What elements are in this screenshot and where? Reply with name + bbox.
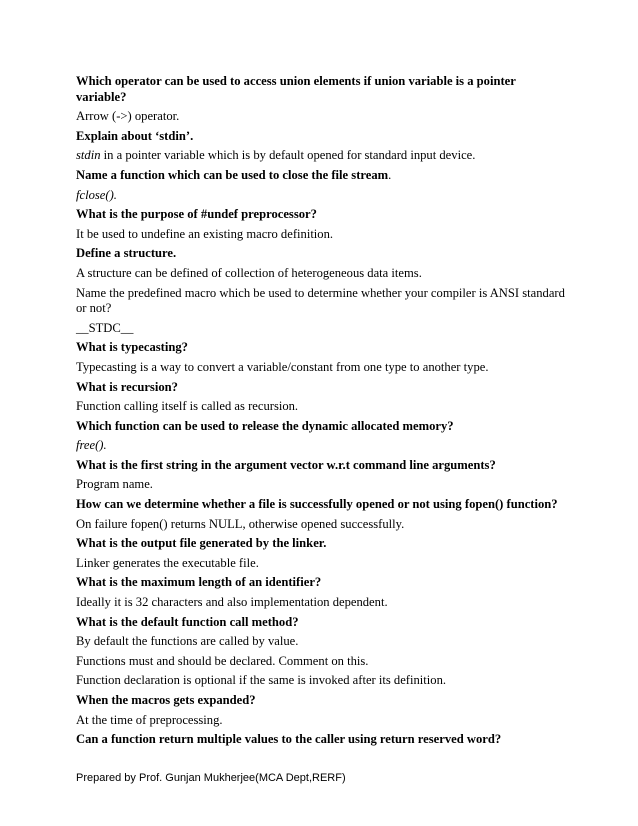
answer: Function declaration is optional if the same is invoked after its definition. [76, 673, 447, 688]
answer [76, 148, 566, 164]
answer: Function calling itself is called as recursion. [76, 399, 299, 414]
answer: It be used to undefine an existing macro definition. [76, 226, 334, 241]
question: Can a function return multiple values to the caller using return reserved word? [76, 732, 502, 747]
page-footer: Prepared by Prof. Gunjan Mukherjee(MCA Dept,RERF) [76, 772, 346, 784]
question: What is typecasting? [76, 340, 188, 355]
question: Functions must and should be declared. Comment on this. [76, 653, 369, 668]
question: Explain about ‘stdin’. [76, 128, 194, 143]
question: What is the default function call method? [76, 614, 299, 629]
answer: fclose(). [76, 187, 117, 202]
question: Name the predefined macro which be used to determine whether your compiler is ANSI standard or not? [76, 285, 565, 316]
question-text: Name a function which can be used to close the file stream [76, 167, 389, 182]
answer: Program name. [76, 477, 153, 492]
answer-rest: in a pointer variable which is by default opened for standard input device. [100, 148, 476, 163]
answer: Ideally it is 32 characters and also implementation dependent. [76, 595, 388, 610]
question [76, 168, 566, 184]
question: Define a structure. [76, 246, 177, 261]
answer-term: stdin [76, 148, 101, 163]
answer: Arrow (->) operator. [76, 109, 180, 124]
answer: At the time of preprocessing. [76, 712, 223, 727]
question: What is the first string in the argument vector w.r.t command line arguments? [76, 457, 496, 472]
answer: Typecasting is a way to convert a variable/constant from one type to another type. [76, 359, 489, 374]
question: What is the maximum length of an identifier? [76, 575, 322, 590]
answer: __STDC__ [76, 320, 134, 335]
answer: Linker generates the executable file. [76, 555, 259, 570]
answer: By default the functions are called by value. [76, 634, 299, 649]
question: What is the output file generated by the linker. [76, 536, 327, 551]
question: How can we determine whether a file is successfully opened or not using fopen() function? [76, 497, 558, 512]
question: Which operator can be used to access union elements if union variable is a pointer variable? [76, 74, 516, 104]
question: When the macros gets expanded? [76, 693, 256, 707]
answer: On failure fopen() returns NULL, otherwise opened successfully. [76, 516, 405, 531]
answer: free(). [76, 438, 107, 453]
answer: A structure can be defined of collection of heterogeneous data items. [76, 265, 422, 280]
question: What is the purpose of #undef preprocessor? [76, 207, 317, 222]
qa-list [76, 74, 566, 752]
question-punct: . [388, 167, 392, 182]
question: Which function can be used to release the dynamic allocated memory? [76, 418, 454, 433]
question: What is recursion? [76, 379, 178, 394]
